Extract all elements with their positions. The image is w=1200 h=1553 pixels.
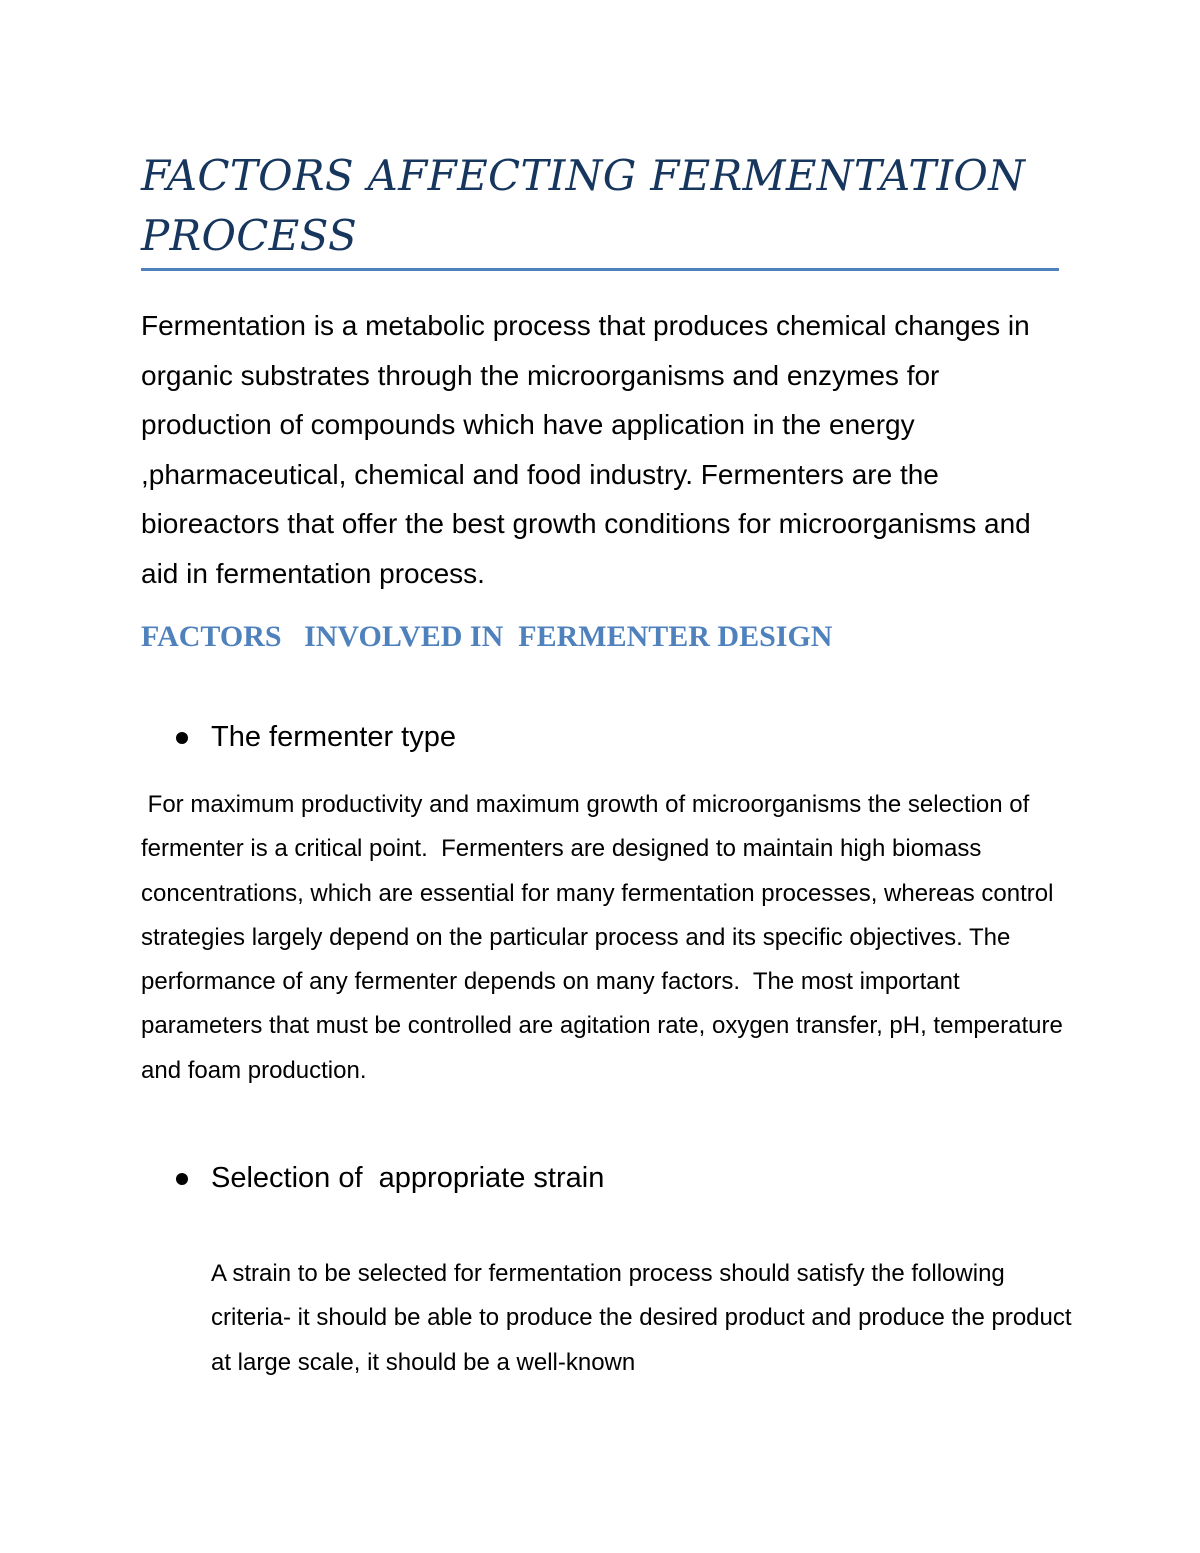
bullet-label: Selection of appropriate strain bbox=[211, 1162, 605, 1194]
bullet-item-strain-selection bbox=[172, 1153, 605, 1353]
document-title: FACTORS AFFECTING FERMENTATION PROCESS bbox=[141, 151, 1026, 260]
fermenter-type-paragraph: For maximum productivity and maximum growth of microorganisms the selection of fermenter is a critical point. Fermenters are designed to maintain high biomass concentrations, which are essential for many fermentation processes, whereas control strategies largely depend on the particular process and its specific objectives. The performance of any fermenter depends on many factors. The most important parameters that must be controlled are agitation rate, oxygen transfer, pH, temperature and foam production. bbox=[141, 791, 1070, 1084]
bullet-dot-icon bbox=[176, 732, 188, 744]
strain-selection-paragraph: A strain to be selected for fermentation process should satisfy the following criteria- it should be able to produce the desired product and produce the product at large scale, it should be a well-known bbox=[211, 1260, 1072, 1376]
intro-paragraph: Fermentation is a metabolic process that produces chemical changes in organic substrates through the microorganisms and enzymes for production of compounds which have application in the energy ,pharmaceutical, chemical and food industry. Fermenters are the bioreactors that offer the best growth conditions for microorganisms and aid in fermentation process. bbox=[141, 310, 1031, 589]
bullet-label: The fermenter type bbox=[211, 721, 456, 753]
section-heading: FACTORS INVOLVED IN FERMENTER DESIGN bbox=[141, 620, 833, 653]
title-underline-rule bbox=[141, 268, 1059, 271]
bullet-dot-icon bbox=[176, 1173, 188, 1185]
